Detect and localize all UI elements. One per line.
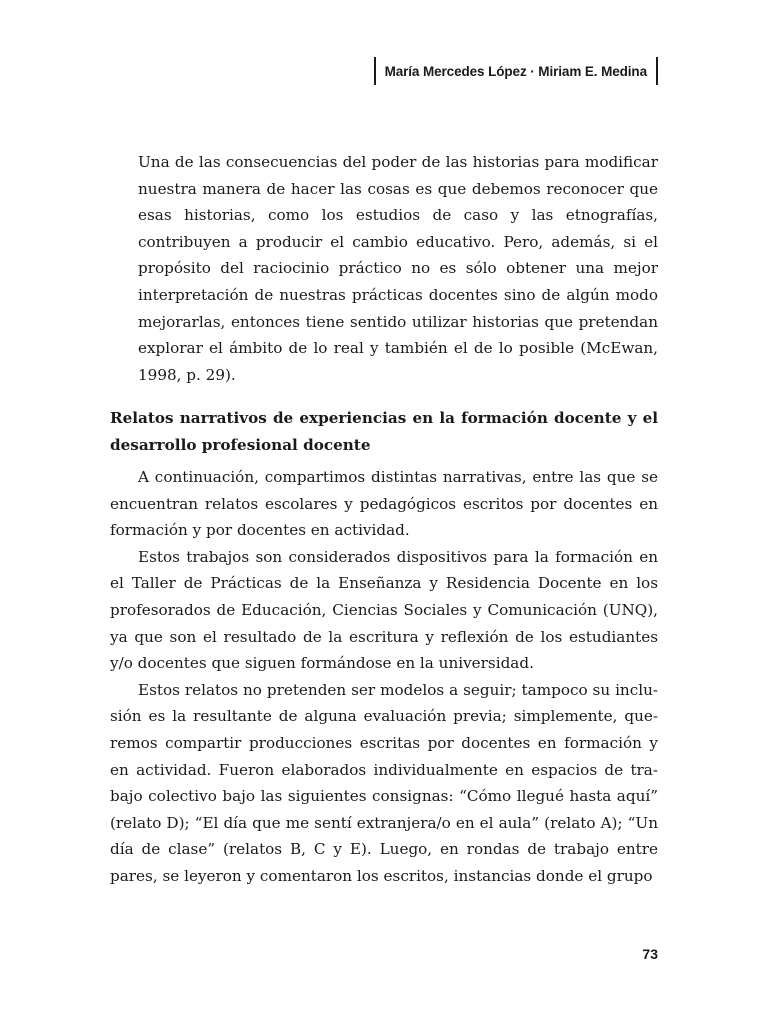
block-quote (138, 149, 658, 388)
header-rule-right (656, 57, 658, 85)
quote-text: Una de las consecuencias del poder de las historias para modificar nuestra manera de hacer las cosas es que debemos reconocer que esas historias, como los estudios de caso y las etnografías, contribuyen a producir el cambio educativo. Pero, además, si el propósito del raciocinio práctico no es sólo obtener una mejor interpretación de nuestras prácticas docentes sino de algún modo mejorarlas, entonces tiene sentido utilizar historias que pretendan explorar el ámbito de lo real y también el de lo posible (McEwan, 1998, p. 29). (138, 153, 658, 384)
section-heading (110, 405, 658, 458)
header-authors: María Mercedes López · Miriam E. Medina (384, 63, 647, 79)
page-number: 73 (642, 946, 658, 962)
section-heading-text: Relatos narrativos de experiencias en la formación docente y el desarrollo profesional docente (110, 409, 658, 454)
paragraph-3: Estos relatos no pretenden ser modelos a seguir; tampoco su inclusión es la resultante de alguna evaluación previa; simplemente, queremos compartir producciones escritas por docentes en formación y en actividad. Fueron elaborados individualmente en espacios de trabajo colectivo bajo las siguientes consignas: “Cómo llegué hasta aquí” (relato D); “El día que me sentí extranjera/o en el aula” (relato A); “Un día de clase” (relatos B, C y E). Luego, en rondas de trabajo entre pares, se leyeron y comentaron los escritos, instancias donde el grupo (110, 680, 658, 885)
paragraph-2: Estos trabajos son considerados dispositivos para la formación en el Taller de Prácticas de la Enseñanza y Residencia Docente en los profesorados de Educación, Ciencias Sociales y Comunicación (UNQ), ya que son el resultado de la escritura y reflexión de los estudiantes y/o docentes que siguen formándose en la universidad. (110, 547, 658, 673)
paragraph-1: A continuación, compartimos distintas narrativas, entre las que se encuentran relatos escolares y pedagógicos escritos por docentes en formación y por docentes en actividad. (110, 468, 658, 540)
running-header (374, 57, 658, 85)
body-text (110, 464, 658, 890)
